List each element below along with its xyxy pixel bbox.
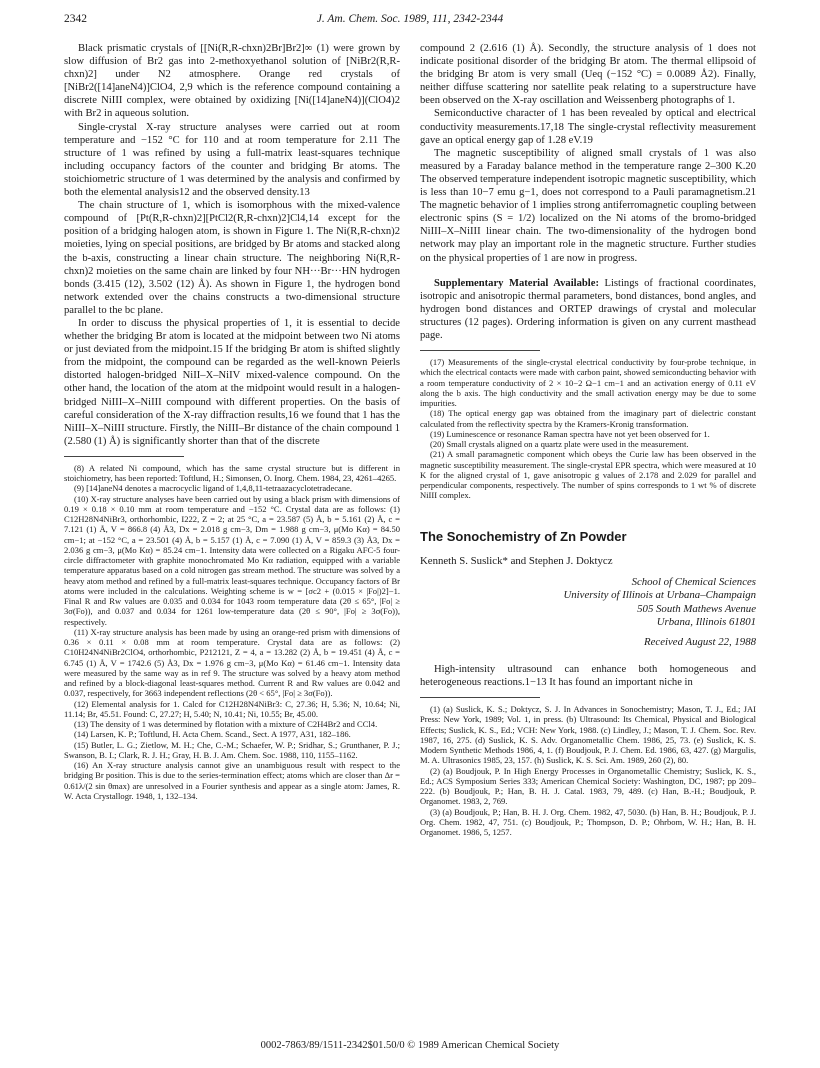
supplementary-material — [420, 277, 756, 342]
paragraph: compound 2 (2.616 (1) Å). Secondly, the structure analysis of 1 does not indicate positional disorder of the bridging Br atom. The thermal ellipsoid of the bridging Br atom is very small (Ueq (−152 °C) = 0.0089 Å2). Finally, neither diffuse scattering nor satellite peak relating to a superstructure have been observed on the X-ray oscillation and Weissenberg photographs of 1. — [420, 43, 756, 107]
left-body-text — [64, 42, 400, 448]
supplementary-text-end: drawings of crystal and molecular structures (12 pages). Ordering information is given on any current masthead page. — [420, 303, 756, 341]
paragraph: The magnetic susceptibility of aligned small crystals of 1 was also measured by a Faraday balance method in the temperature range 2–300 K.20 The observed temperature independent isotropic magnetic susceptibility, which is less than 10−7 emu g−1, does not correspond to a Pauli paramagnetism.21 The magnetic behavior of 1 implies strong antiferromagnetic coupling between electronic spins (S = 1/2) localized on the Ni atoms of the bromo-bridged NiIII–X–NiIII linear chain. The two-dimensionality of the hydrogen bond network may play an important role in the magnetic structure. Further studies on the physical properties of 1 are now in progress. — [420, 147, 756, 264]
page-footer: 0002-7863/89/1511-2342$01.50/0 © 1989 American Chemical Society — [260, 1040, 560, 1051]
footnote: (19) Luminescence or resonance Raman spectra have not yet been observed for 1. — [430, 428, 710, 439]
paragraph: High-intensity ultrasound can enhance both homogeneous and heterogeneous reactions.1−13 It has found an important niche in — [420, 663, 756, 689]
footnote: (10) X-ray structure analyses have been carried out by using a black prism with dimensions of 0.19 × 0.18 × 0.10 mm at room temperature and −152 °C. Crystal data are as follows: (1) C12H28N4NiBr3, orthorhombic, I222, Z = 2; at 25 °C, a = 23.587 (5) Å, b = 5.161 (2) Å, c = 7.121 (1) Å, V = 866.8 (4) Å3, Dx = 2.018 g cm−3, Dm = 1.988 g cm−3, μ(Mo Kα) = 84.50 cm−1; at −152 °C, a = 23.501 (4) Å, b = 5.157 (1) Å, c = 7.090 (1) Å, V = 859.3 (3) Å3, Dx = 2.036 g cm−3, μ(Mo Kα) = 85.24 cm−1. Intensity data were collected on a Rigaku AFC-5 four-circle diffractometer with graphite monochromated Mo Kα radiation, equipped with a variable temperature apparatus based on a cold nitrogen gas stream method. The structure was solved by a heavy atom method and refined by a full-matrix least-squares technique. Occupancy factors of Br atoms were included in the calculations. Weighting scheme is w = [σc2 + (0.015 × |Fo|)2]−1. Final R and Rw values are 0.035 and 0.034 for 1043 room temperature data (2θ ≤ 65°, |Fo| ≥ 3σ(Fo)), and 0.037 and 0.034 for 1261 low-temperature data (2θ ≤ 90°, |Fo| ≥ 3σ(Fo)), respectively. — [64, 493, 400, 627]
footnote: (12) Elemental analysis for 1. Calcd for C12H28N4NiBr3: C, 27.36; H, 5.36; N, 10.64; Ni, 11.14; Br, 45.51. Found: C, 27.27; H, 5.40; N, 10.41; Ni, 10.55; Br, 45.00. — [64, 698, 400, 719]
supplementary-heading: Supplementary Material Available: — [434, 277, 599, 289]
footnote: (3) (a) Boudjouk, P.; Han, B. H. J. Org. Chem. 1982, 47, 5030. (b) Han, B. H.; Boudjouk, P. J. Org. Chem. 1982, 47, 751. (c) Boudjouk, P.; Thompson, D. P.; Ohrbom, W. H.; Han, B. H. Organomet. 1986, 5, 1257. — [420, 806, 756, 838]
footnote: (21) A small paramagnetic component which obeys the Curie law has been observed in the magnetic susceptibility measurement. The single-crystal EPR spectra, which were measured at 10 K for the aligned crystal of 1, gave anisotropic g values of 2.178 and 2.029 for parallel and perpendicular components, respectively. The number of spins corresponds to 1 wt % of discrete NiIII complex. — [420, 449, 756, 501]
footnote: (16) An X-ray structure analysis cannot give an unambiguous result with respect to the bridging Br position. This is due to the series-termination effect; atoms which are closer than Δr = 0.61λ/(2 sin θmax) are unresolved in a Fourier synthesis and appear as a single atom: James, R. W. Acta Crystallogr. 1948, 1, 132–134. — [64, 760, 400, 801]
footnote: (17) Measurements of the single-crystal electrical conductivity by four-probe technique, in which the electrical contacts were made with carbon paint, showed semiconducting behavior with a room temperature conductivity of 2 × 10−2 Ω−1 cm−1 and an activation energy of 0.11 eV along the b axis. The high conductivity and the small activation energy may be due to some impurities. — [420, 357, 756, 409]
article-affiliation — [420, 576, 756, 630]
footnote: (14) Larsen, K. P.; Toftlund, H. Acta Chem. Scand., Sect. A 1977, A31, 182–186. — [74, 729, 351, 740]
footnote: (18) The optical energy gap was obtained from the imaginary part of dielectric constant calculated from the reflectivity spectra by the Kramers-Kronig transformation. — [420, 408, 756, 429]
footnote-rule — [64, 456, 184, 457]
right-body-text — [420, 42, 756, 342]
footnote: (8) A related Ni compound, which has the same crystal structure but is different in stoichiometry, has been reported: Toftlund, H.; Simonsen, O. Inorg. Chem. 1984, 23, 4261–4265. — [64, 462, 400, 484]
affiliation-line: Urbana, Illinois 61801 — [656, 616, 756, 629]
article-authors: Kenneth S. Suslick* and Stephen J. Doktycz — [420, 554, 613, 567]
paragraph: The chain structure of 1, which is isomorphous with the mixed-valence compound of [Pt(R,R-chxn)2][PtCl2(R,R-chxn)2]Cl4,14 except for the position of a bridging halogen atom, is shown in Figure 1. The Ni(R,R-chxn)2 moieties, lying on special positions, are bridged by Br atoms and stacked along the b-axis, constructing a linear chain structure. The neighboring Ni(R,R-chxn)2 moieties on the same chain are linked by four NH···Br···HN hydrogen bonds (3.415 (12), 3.502 (12) Å). As shown in Figure 1, the hydrogen bond network extended over the chains constructs a two-dimensional structure parallel to the bc plane. — [64, 200, 400, 316]
received-date: Received August 22, 1988 — [644, 635, 756, 648]
footnote-rule — [420, 697, 540, 698]
supplementary-text: Listings of fractional coordinates, isotropic and anisotropic thermal parameters, bond distances, bond angles, and hydrogen bond distances and — [420, 277, 756, 315]
paragraph: In order to discuss the physical properties of 1, it is essential to decide whether the bridging Br atom is located at the midpoint between two Ni atoms or just deviated from the midpoint.15 If the bridging Br atom is shifted slightly from the midpoint, the compound can be regarded as the well-known Peierls distorted halogen-bridged NiII–X–NiIV mixed-valence compound. On the other hand, the location of the atom at the midpoint would result in a halogen-bridged NiIII–X–NiIII compound with different properties. On the basis of careful consideration of the X-ray diffraction results,16 we found that 1 has the NiIII–X–NiIII structure. Firstly, the NiIII–Br distance of the chain compound 1 (2.580 (1) Å) is significantly shorter than that of the discrete — [64, 317, 400, 447]
footnote: (9) [14]aneN4 denotes a macrocyclic ligand of 1,4,8,11-tetraazacyclotetradecane. — [74, 483, 353, 494]
ortep-term: ORTEP — [559, 303, 593, 315]
footnote: (13) The density of 1 was determined by flotation with a mixture of C2H4Br2 and CCl4. — [74, 719, 378, 730]
left-column — [64, 42, 400, 801]
page-number: 2342 — [64, 13, 87, 25]
paragraph: Single-crystal X-ray structure analyses were carried out at room temperature and −152 °C for 110 and at room temperature for 2.11 The structure of 1 was refined by using a full-matrix least-squares technique including occupancy factors of the counter and bridging Br atoms. The stoichiometric structure of 1 was determined by the analysis and confirmed by both the elemental analysis12 and the observed density.13 — [64, 121, 400, 199]
footnote: (15) Butler, L. G.; Zietlow, M. H.; Che, C.-M.; Schaefer, W. P.; Sridhar, S.; Grunthaner, P. J.; Swanson, B. I.; Clark, R. J. H.; Gray, H. B. J. Am. Chem. Soc. 1988, 110, 1155–1162. — [64, 739, 400, 760]
paragraph: Black prismatic crystals of [[Ni(R,R-chxn)2Br]Br2]∞ (1) were grown by slow diffusion of Br2 gas into 2-methoxyethanol solution of [NiBr2(R,R-chxn)2] under N2 atmosphere. Orange red crystals of [NiBr2([14]aneN4)]ClO4, 2,9 which is the reference compound containing a discrete NiIII complex, were obtained by oxidizing [Ni([14]aneN4)](ClO4)2 with Br2 in aqueous solution. — [64, 43, 400, 120]
journal-citation: J. Am. Chem. Soc. 1989, 111, 2342-2344 — [316, 13, 504, 25]
right-column — [420, 42, 756, 837]
left-footnotes — [64, 463, 400, 801]
footnote-rule — [420, 350, 540, 351]
affiliation-line: 505 South Mathews Avenue — [637, 602, 756, 615]
article-footnotes — [420, 704, 756, 837]
article-title: The Sonochemistry of Zn Powder — [420, 528, 627, 544]
affiliation-line: University of Illinois at Urbana–Champaign — [563, 589, 756, 602]
footnote: (11) X-ray structure analysis has been made by using an orange-red prism with dimensions of 0.36 × 0.11 × 0.08 mm at room temperature. Crystal data are as follows: (2) C10H24N4NiBr2ClO4, orthorhombic, P212121, Z = 4, a = 13.282 (2) Å, b = 19.451 (4) Å, c = 6.745 (1) Å, V = 1742.6 (5) Å3, Dx = 1.976 g cm−3, μ(Mo Kα) = 61.46 cm−1. Intensity data were measured by the same way as in ref 9. The structure was solved by a heavy atom method and refined by a block-diagonal least-squares method. Current R and Rw values are 0.042 and 0.037, respectively, for 3663 independent reflections (2θ < 65°, |Fo| ≥ 3σ(Fo)). — [64, 626, 400, 699]
right-footnotes — [420, 357, 756, 501]
footnote: (1) (a) Suslick, K. S.; Doktycz, S. J. In Advances in Sonochemistry; Mason, T. J., Ed.; JAI Press: New York, 1989; Vol. 1, in press. (b) Ultrasound: Its Chemical, Physical and Biological Effects; Suslick, K. S., Ed.; VCH: New York, 1988. (c) Lindley, J.; Mason, T. J. Chem. Soc. Rev. 1987, 16, 275. (d) Suslick, K. S. Adv. Organometallic Chem. 1986, 25, 73. (e) Suslick, K. S. Modern Synthetic Methods 1986, 4, 1. (f) Boudjouk, P. J. Chem. Ed. 1986, 63, 427. (g) Margulis, M. A. Ultrasonics 1985, 23, 157. (h) Suslick, K. S. Sci. Am. 1989, 260 (2), 80. — [420, 704, 756, 766]
footnote: (20) Small crystals aligned on a quartz plate were used in the measurement. — [430, 439, 689, 450]
footnote: (2) (a) Boudjouk, P. In High Energy Processes in Organometallic Chemistry; Suslick, K. S., Ed.; ACS Symposium Series 333; American Chemical Society: Washington, DC, 1987; pp 209–222. (b) Boudjouk, P.; Han, B. H. J. Catal. 1983, 79, 489. (c) Han, B.-H.; Boudjouk, P. Organomet. 1983, 2, 769. — [420, 765, 756, 807]
article-body — [420, 663, 756, 689]
affiliation-line: School of Chemical Sciences — [631, 575, 756, 588]
paragraph: Semiconductive character of 1 has been revealed by optical and electrical conductivity measurements.17,18 The single-crystal reflectivity measurement gave an optical energy gap of 1.28 eV.19 — [420, 108, 756, 146]
running-header — [64, 8, 756, 30]
